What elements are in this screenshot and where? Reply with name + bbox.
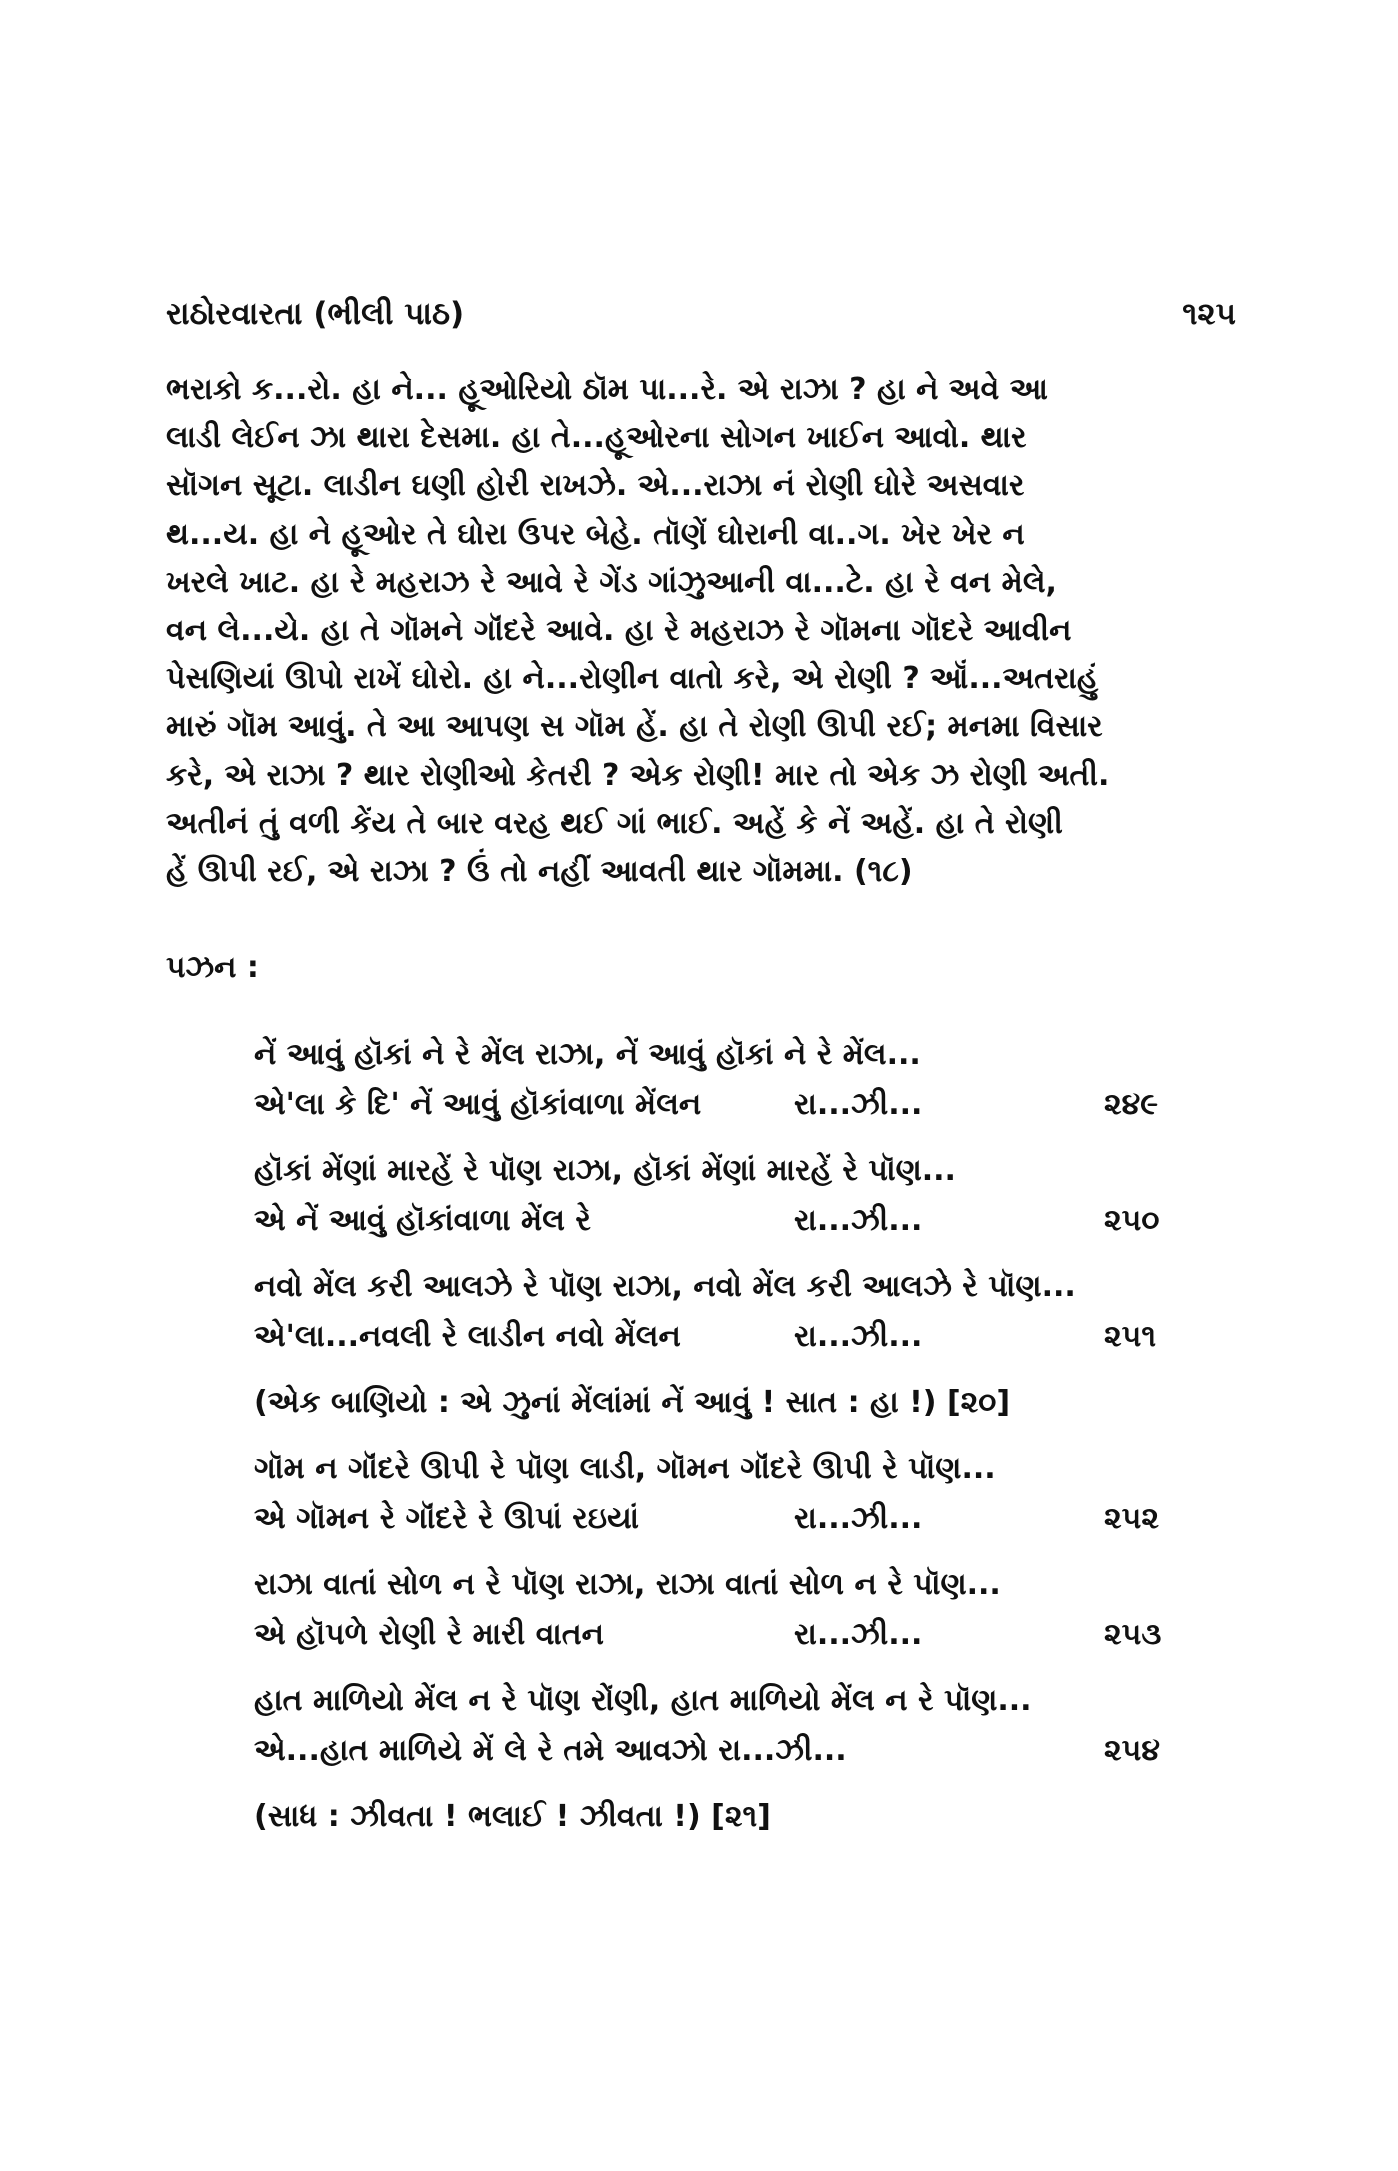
verse-number: ૨૪૯ [1104, 1087, 1158, 1122]
verse-line-2: એ નેં આવું હૉકાંવાળા મેંલ રે [254, 1203, 591, 1238]
stanza-line [254, 1312, 1214, 1362]
stanza-gap [254, 1246, 1214, 1262]
stanza-line [254, 1494, 1214, 1544]
audience-remark: (સાધ : ઝીવતા ! ભલાઈ ! ઝીવતા !) [૨૧] [254, 1799, 771, 1834]
verse-line-1: હાત માળિયો મેંલ ન રે પૉણ રોંણી, હાત માળિયો મેંલ ન રે પૉણ... [254, 1683, 1032, 1718]
verse-line-1: નવો મેંલ કરી આલઝે રે પૉણ રાઝા, નવો મેંલ કરી આલઝે રે પૉણ... [254, 1269, 1076, 1304]
prose-line: ખરલે ખાટ. હા રે મહરાઝ રે આવે રે ગેંડ ગાંઝુઆની વા...ટે. હા રે વન મેલે, [166, 564, 1057, 600]
audience-remark: (એક બાણિયો : એ ઝુનાં મેંલાંમાં નેં આવું ! સાત : હા !) [૨૦] [254, 1385, 1011, 1420]
stanza-gap [254, 1362, 1214, 1378]
prose-line: વન લે...યે. હા તે ગૉમને ગૉંદરે આવે. હા રે મહરાઝ રે ગૉમના ગૉદરે આવીન [166, 612, 1072, 648]
stanza-line [254, 1262, 1214, 1312]
stanza-gap [254, 1776, 1214, 1792]
refrain: રા...ઝી... [794, 1501, 923, 1536]
verse-line-2: એ હૉપળે રોણી રે મારી વાતન [254, 1617, 604, 1652]
running-header [166, 296, 1236, 346]
stanza-gap [254, 1544, 1214, 1560]
refrain: રા...ઝી... [794, 1087, 923, 1122]
stanza-line [254, 1560, 1214, 1610]
stanza-line [254, 1444, 1214, 1494]
refrain: રા...ઝી... [794, 1203, 923, 1238]
stanza-gap [254, 1660, 1214, 1676]
prose-line: પેસણિયાં ઊપો રાખેં ઘોરો. હા ને...રોણીન વાતો કરે, એ રોણી ? ઑં...અતરાહું [166, 661, 1099, 697]
verse-line-2: એ...હાત માળિયે મેં લે રે તમે આવઝો રા...ઝી... [254, 1733, 847, 1768]
verse-line-2: એ'લા...નવલી રે લાડીન નવો મેંલન [254, 1319, 681, 1354]
prose-line: હેં ઊપી રઈ, એ રાઝા ? ઉં તો નહીં આવતી થાર ગૉમમા. (૧૮) [166, 853, 913, 889]
verse-line-2: એ ગૉમન રે ગૉંદરે રે ઊપાં રઇયાં [254, 1501, 639, 1536]
stanza-line [254, 1146, 1214, 1196]
stanza-251 [254, 1262, 1214, 1362]
running-title: રાઠોરવારતા (ભીલી પાઠ) [166, 296, 465, 332]
prose-line: મારું ગૉમ આવું. તે આ આપણ સ ગૉમ હેં. હા તે રોણી ઊપી રઈ; મનમા વિસાર [166, 709, 1103, 745]
section-label: પઝન : [166, 950, 259, 985]
stanza-line [254, 1610, 1214, 1660]
stanza-250 [254, 1146, 1214, 1246]
refrain: રા...ઝી... [794, 1617, 923, 1652]
stanza-gap [254, 1130, 1214, 1146]
prose-line: સૉગન સૂટા. લાડીન ઘણી હોરી રાખઝે. એ...રાઝા નં રોણી ઘોરે અસવાર [166, 468, 1025, 504]
stanza-253 [254, 1560, 1214, 1660]
stanza-line [254, 1080, 1214, 1130]
verse-number: ૨૫૪ [1104, 1733, 1160, 1768]
prose-line: કરે, એ રાઝા ? થાર રોણીઓ કેતરી ? એક રોણી! માર તો એક ઝ રોણી અતી. [166, 757, 1110, 793]
stanza-line [254, 1030, 1214, 1080]
stanza-gap [254, 1428, 1214, 1444]
stanza-254 [254, 1676, 1214, 1776]
stanza-line [254, 1676, 1214, 1726]
refrain: રા...ઝી... [794, 1319, 923, 1354]
verse-number: ૨૫૨ [1104, 1501, 1159, 1536]
verse-number: ૨૫૦ [1104, 1203, 1160, 1238]
prose-line: ભરાકો ક...રો. હા ને... હૂઓરિયો ઠૉમ પા...રે. એ રાઝા ? હા ને અવે આ [166, 372, 1048, 407]
stanza-line [254, 1726, 1214, 1776]
verse-number: ૨૫૧ [1104, 1319, 1157, 1354]
prose-line: અતીનં તું વળી કેંય તે બાર વરહ થઈ ગાં ભાઈ. અહેં કે નેં અહેં. હા તે રોણી [166, 805, 1063, 841]
stanza-249 [254, 1030, 1214, 1130]
stanza-252 [254, 1444, 1214, 1544]
prose-paragraph [166, 366, 1238, 896]
page-number: ૧૨૫ [1182, 296, 1236, 332]
prose-line: થ...ય. હા ને હૂઓર તે ઘોરા ઉપર બેહે. તૉણેં ઘોરાની વા..ગ. ખેર ખેર ન [166, 516, 1025, 552]
verse-line-1: રાઝા વાતાં સોળ ન રે પૉણ રાઝા, રાઝા વાતાં સોળ ન રે પૉણ... [254, 1567, 1001, 1602]
song-verses [254, 1030, 1214, 1842]
prose-line: લાડી લેઈન ઝા થારા દેસમા. હા તે...હૂઓરના સોગન ખાઈન આવો. થાર [166, 420, 1027, 456]
stanza-line [254, 1196, 1214, 1246]
verse-line-2: એ'લા કે દિ' નેં આવું હૉકાંવાળા મેંલન [254, 1087, 702, 1122]
verse-line-1: નેં આવું હૉકાં ને રે મેંલ રાઝા, નેં આવું હૉકાં ને રે મેંલ... [254, 1037, 921, 1072]
verse-line-1: હૉકાં મેંણાં મારહેં રે પૉણ રાઝા, હૉકાં મેંણાં મારહેં રે પૉણ... [254, 1153, 956, 1188]
verse-line-1: ગૉમ ન ગૉંદરે ઊપી રે પૉણ લાડી, ગૉમન ગૉંદરે ઊપી રે પૉણ... [254, 1451, 996, 1486]
verse-number: ૨૫૩ [1104, 1617, 1162, 1652]
